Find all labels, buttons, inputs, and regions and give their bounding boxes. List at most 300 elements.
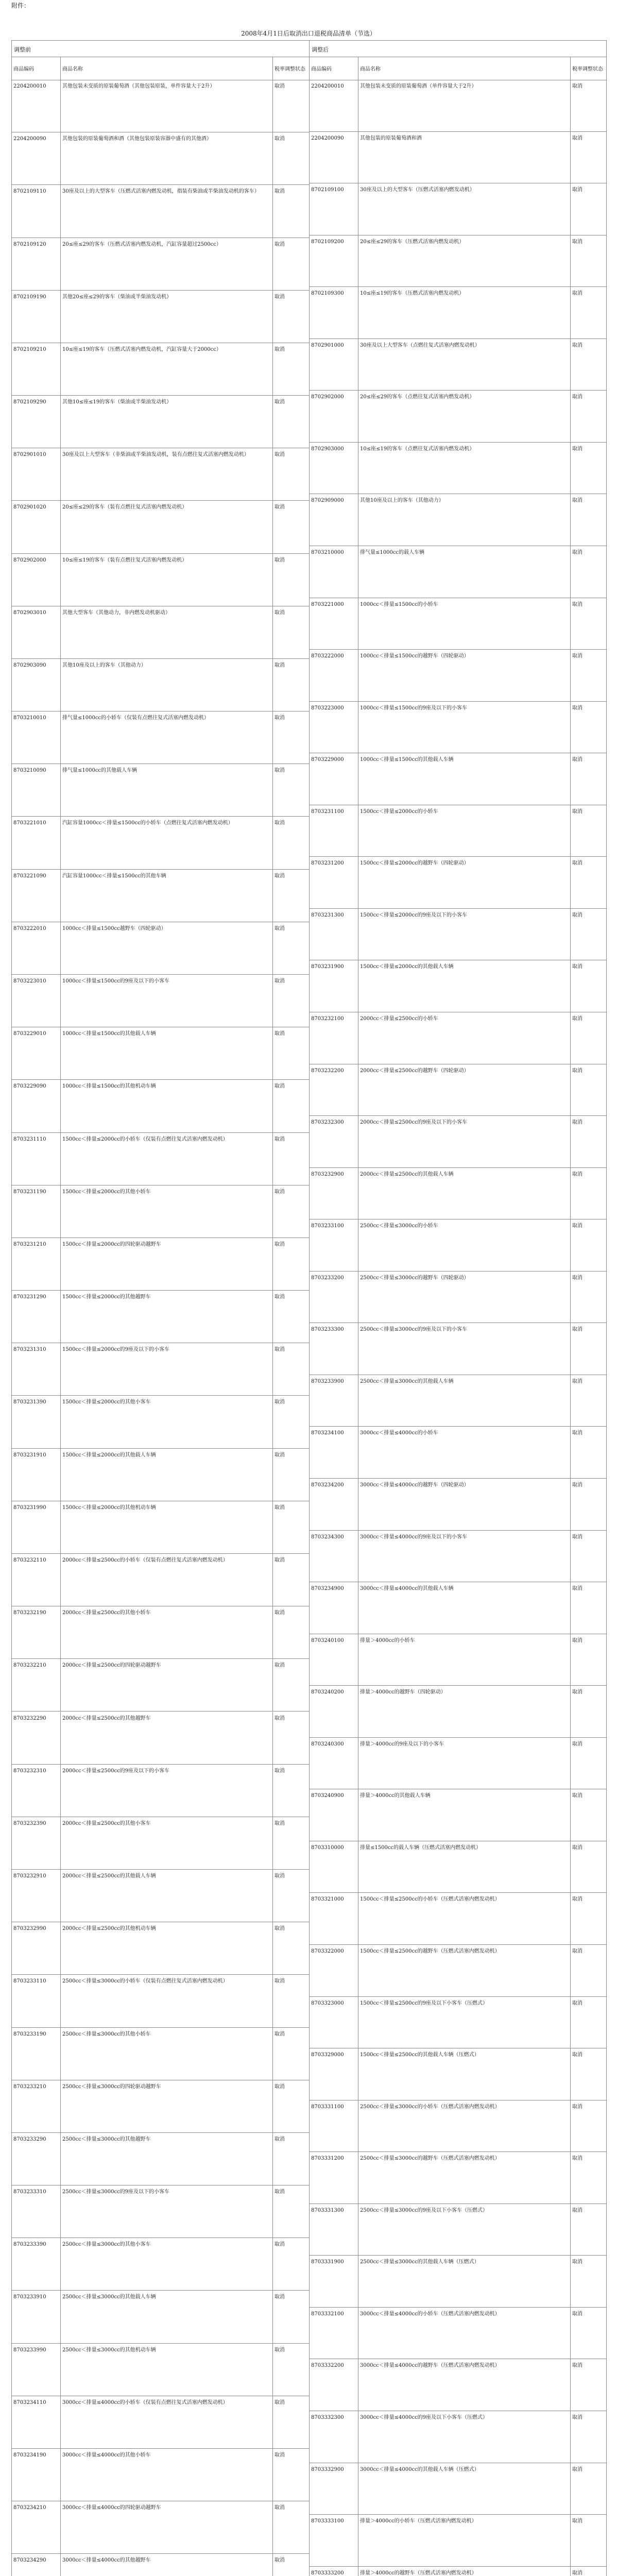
- row-name: 1500cc＜排量≤2000cc的其他载人车辆: [358, 960, 570, 1012]
- row-name: 其他10座及以上的客车（其他动力）: [358, 494, 570, 546]
- row-status: 取消: [272, 2133, 310, 2185]
- row-status: 取消: [272, 1922, 310, 1974]
- table-row: [310, 2567, 606, 2576]
- table-row: [12, 659, 309, 711]
- row-status: 取消: [272, 711, 310, 764]
- row-status: 取消: [570, 857, 606, 908]
- row-status: 取消: [570, 1893, 606, 1944]
- row-name: 1500cc＜排量≤2500cc的越野车（压燃式活塞内燃发动机）: [358, 1945, 570, 1996]
- row-name: 1500cc＜排量≤2000cc的小轿车（仅装有点燃往复式活塞内燃发动机）: [60, 1133, 272, 1185]
- row-status: 取消: [570, 2515, 606, 2566]
- row-code: 8703331900: [311, 2259, 344, 2265]
- row-name: 1000cc＜排量≤1500cc的9座及以下的小客车: [60, 975, 272, 1027]
- row-name: 排量＞4000cc的越野车（四轮驱动）: [358, 1686, 570, 1737]
- table-row: [310, 339, 606, 391]
- row-code: 8703223010: [13, 978, 46, 985]
- row-code: 8703332900: [311, 2466, 344, 2472]
- row-name: 1500cc＜排量≤2500cc的9座及以下小客车（压燃式）: [358, 1997, 570, 2048]
- row-name: 3000cc＜排量≤4000cc的越野车（压燃式活塞内燃发动机）: [358, 2359, 570, 2411]
- row-status: 取消: [570, 805, 606, 857]
- row-name: 2000cc＜排量≤2500cc的其他载人车辆: [358, 1168, 570, 1219]
- table-row: [310, 1841, 606, 1893]
- row-code: 8703333100: [311, 2518, 344, 2524]
- row-name: 3000cc＜排量≤4000cc的其他载人车辆: [358, 1582, 570, 1634]
- row-name: 2500cc＜排量≤3000cc的其他机动车辆: [60, 2344, 272, 2396]
- row-name: 2500cc＜排量≤3000cc的四轮驱动越野车: [60, 2080, 272, 2132]
- table-row: [12, 1080, 309, 1132]
- header-name: 商品名称: [358, 57, 570, 80]
- row-code: 8703233990: [13, 2347, 46, 2353]
- row-name: 10≤座≤19的客车（点燃往复式活塞内燃发动机）: [358, 443, 570, 494]
- row-code: 8703231290: [13, 1294, 46, 1300]
- table-row: [310, 1272, 606, 1324]
- row-code: 8703234900: [311, 1586, 344, 1592]
- table-row: [310, 2463, 606, 2515]
- table-row: [310, 1634, 606, 1686]
- row-code: 8703233290: [13, 2136, 46, 2142]
- table-row: [310, 443, 606, 495]
- row-name: 1000cc＜排量≤1500cc越野车（四轮驱动）: [60, 922, 272, 974]
- row-status: 取消: [272, 817, 310, 869]
- table-row: [12, 185, 309, 238]
- row-name: 2000cc＜排量≤2500cc的其他机动车辆: [60, 1922, 272, 1974]
- row-name: 排量≤1500cc的载人车辆（压燃式活塞内燃发动机）: [358, 1841, 570, 1893]
- table-row: [310, 183, 606, 235]
- row-code: 8702901020: [13, 504, 46, 511]
- row-status: 取消: [272, 2238, 310, 2290]
- row-name: 3000cc＜排量≤4000cc的小轿车（压燃式活塞内燃发动机）: [358, 2308, 570, 2359]
- row-code: 8703222000: [311, 653, 344, 659]
- row-status: 取消: [570, 2048, 606, 2100]
- row-status: 取消: [272, 2554, 310, 2576]
- row-name: 10≤座≤19的客车（装有点燃往复式活塞内燃发动机）: [60, 554, 272, 606]
- table-row: [310, 2204, 606, 2256]
- table-row: [310, 598, 606, 650]
- table-row: [12, 1922, 309, 1975]
- row-status: 取消: [570, 443, 606, 494]
- row-name: 其他10座及以上的客车（其他动力）: [60, 659, 272, 711]
- table-row: [12, 1133, 309, 1185]
- row-status: 取消: [272, 1133, 310, 1185]
- table-row: [12, 501, 309, 553]
- row-code: 8703322000: [311, 1948, 344, 1954]
- before-header-row: [12, 57, 309, 80]
- row-name: 2000cc＜排量≤2500cc的越野车（四轮驱动）: [358, 1064, 570, 1116]
- table-row: [310, 2100, 606, 2153]
- table-row: [310, 2152, 606, 2204]
- row-code: 8703231990: [13, 1504, 46, 1511]
- row-name: 20≤座≤29的客车（压燃式活塞内燃发动机）: [358, 235, 570, 287]
- row-code: 8703231910: [13, 1452, 46, 1458]
- row-name: 其他包装的原装葡萄酒和酒: [358, 132, 570, 183]
- row-name: 排量＞4000cc的小轿车: [358, 1634, 570, 1686]
- row-status: 取消: [272, 396, 310, 448]
- row-name: 1500cc＜排量≤2000cc的其他小客车: [60, 1396, 272, 1448]
- table-row: [12, 1659, 309, 1711]
- table-row: [12, 2554, 309, 2576]
- row-name: 30座及以上大型客车（非柴油或半柴油发动机，装有点燃往复式活塞内燃发动机）: [60, 448, 272, 500]
- row-code: 2204200010: [311, 83, 344, 89]
- table-row: [12, 396, 309, 448]
- table-row: [12, 1291, 309, 1343]
- row-code: 8703210010: [13, 715, 46, 721]
- row-code: 8703234190: [13, 2452, 46, 2458]
- row-status: 取消: [272, 1765, 310, 1817]
- row-name: 1500cc＜排量≤2000cc的其他机动车辆: [60, 1501, 272, 1553]
- row-code: 8703232300: [311, 1120, 344, 1126]
- table-row: [12, 817, 309, 869]
- row-code: 8703210000: [311, 550, 344, 555]
- row-status: 取消: [570, 235, 606, 287]
- row-status: 取消: [272, 1501, 310, 1553]
- table-row: [310, 391, 606, 443]
- row-code: 8702109210: [13, 346, 46, 352]
- row-status: 取消: [570, 702, 606, 753]
- row-name: 2000cc＜排量≤2500cc的小轿车（仅装有点燃往复式活塞内燃发动机）: [60, 1554, 272, 1606]
- row-name: 2500cc＜排量≤3000cc的越野车（四轮驱动）: [358, 1272, 570, 1323]
- row-code: 8703233190: [13, 2031, 46, 2037]
- row-status: 取消: [570, 2463, 606, 2515]
- row-name: 3000cc＜排量≤4000cc的越野车（四轮驱动）: [358, 1479, 570, 1530]
- row-status: 取消: [272, 1396, 310, 1448]
- row-code: 8703231300: [311, 912, 344, 918]
- row-code: 8703234210: [13, 2505, 46, 2511]
- row-code: 8703233910: [13, 2294, 46, 2300]
- attachment-label: 附件：: [11, 2, 30, 9]
- table-row: [310, 1582, 606, 1634]
- row-code: 8703232100: [311, 1016, 344, 1022]
- row-name: 1500cc＜排量≤2000cc的其他越野车: [60, 1291, 272, 1343]
- row-code: 8703231310: [13, 1347, 46, 1353]
- row-code: 8703232900: [311, 1171, 344, 1177]
- table-row: [12, 1238, 309, 1291]
- table-row: [12, 1765, 309, 1817]
- row-code: 2204200010: [13, 83, 46, 89]
- row-name: 30座及以上大型客车（点燃往复式活塞内燃发动机）: [358, 339, 570, 391]
- row-name: 1500cc＜排量≤2000cc的其他小轿车: [60, 1185, 272, 1238]
- table-row: [310, 1893, 606, 1945]
- row-status: 取消: [272, 764, 310, 816]
- table-row: [310, 235, 606, 287]
- table-row: [12, 1501, 309, 1554]
- row-name: 排气量≤1000cc的其他载人车辆: [60, 764, 272, 816]
- row-status: 取消: [272, 1659, 310, 1711]
- row-code: 8703232210: [13, 1663, 46, 1669]
- row-code: 8703232990: [13, 1926, 46, 1932]
- row-status: 取消: [272, 606, 310, 658]
- row-code: 8702902000: [311, 394, 344, 400]
- row-status: 取消: [272, 1238, 310, 1290]
- row-name: 2500cc＜排量≤3000cc的越野车（压燃式活塞内燃发动机）: [358, 2152, 570, 2204]
- table-row: [310, 2256, 606, 2308]
- row-name: 10≤座≤19的客车（压燃式活塞内燃发动机，汽缸容量大于2000cc）: [60, 343, 272, 395]
- row-code: 8702903010: [13, 609, 46, 616]
- row-name: 其他20≤座≤29的客车（柴油或半柴油发动机）: [60, 291, 272, 343]
- row-code: 8703231100: [311, 808, 344, 815]
- row-status: 取消: [570, 1219, 606, 1271]
- row-status: 取消: [272, 1185, 310, 1238]
- row-code: 8703232110: [13, 1557, 46, 1563]
- row-status: 取消: [272, 1027, 310, 1079]
- table-row: [12, 2238, 309, 2291]
- row-name: 1500cc＜排量≤2000cc的小轿车: [358, 805, 570, 857]
- row-name: 2000cc＜排量≤2500cc的其他载人车辆: [60, 1870, 272, 1922]
- row-status: 取消: [570, 546, 606, 598]
- row-code: 8703229090: [13, 1083, 46, 1090]
- after-header-row: [310, 57, 606, 80]
- row-code: 8703234100: [311, 1430, 344, 1436]
- table-row: [310, 857, 606, 909]
- row-code: 8703321000: [311, 1896, 344, 1903]
- table-row: [310, 1375, 606, 1427]
- row-code: 8703332300: [311, 2415, 344, 2420]
- table-row: [310, 1168, 606, 1220]
- table-row: [12, 343, 309, 396]
- row-status: 取消: [570, 1272, 606, 1323]
- row-status: 取消: [272, 185, 310, 237]
- row-code: 8703229000: [311, 757, 344, 763]
- table-row: [12, 2291, 309, 2343]
- row-status: 取消: [272, 2080, 310, 2132]
- table-row: [12, 975, 309, 1027]
- row-code: 8703231210: [13, 1241, 46, 1247]
- row-code: 8703232200: [311, 1067, 344, 1074]
- row-status: 取消: [272, 501, 310, 553]
- row-name: 1000cc＜排量≤1500cc的越野车（四轮驱动）: [358, 650, 570, 701]
- row-code: 8703240100: [311, 1637, 344, 1643]
- row-status: 取消: [570, 753, 606, 805]
- row-name: 2500cc＜排量≤3000cc的小轿车（压燃式活塞内燃发动机）: [358, 2100, 570, 2152]
- row-status: 取消: [272, 1606, 310, 1658]
- table-row: [310, 287, 606, 339]
- document-title: 2008年4月1日后取消出口退税商品清单（节选）: [241, 30, 376, 37]
- row-status: 取消: [570, 339, 606, 391]
- row-name: 排量＞4000cc的9座及以下的小客车: [358, 1738, 570, 1789]
- row-code: 8703331200: [311, 2156, 344, 2162]
- row-code: 8703221010: [13, 820, 46, 826]
- row-status: 取消: [570, 598, 606, 650]
- row-code: 8703233200: [311, 1275, 344, 1281]
- row-status: 取消: [272, 80, 310, 132]
- row-name: 3000cc＜排量≤4000cc的四轮驱动越野车: [60, 2501, 272, 2553]
- row-code: 8703233390: [13, 2242, 46, 2248]
- row-code: 8703233110: [13, 1978, 46, 1985]
- row-code: 8703234300: [311, 1534, 344, 1540]
- row-status: 取消: [570, 960, 606, 1012]
- table-row: [12, 2396, 309, 2449]
- row-code: 8702109120: [13, 241, 46, 247]
- row-code: 8703332200: [311, 2363, 344, 2369]
- table-row: [12, 1343, 309, 1396]
- header-status: 税率调整状态: [570, 57, 606, 80]
- row-code: 8702901010: [13, 452, 46, 458]
- row-name: 2500cc＜排量≤3000cc的小轿车: [358, 1219, 570, 1271]
- row-code: 8703240900: [311, 1793, 344, 1799]
- table-row: [310, 1479, 606, 1531]
- table-row: [12, 764, 309, 817]
- row-status: 取消: [570, 2256, 606, 2307]
- before-section: [12, 41, 310, 2576]
- row-status: 取消: [272, 2185, 310, 2238]
- row-name: 排量＞4000cc的小轿车（压燃式活塞内燃发动机）: [358, 2515, 570, 2566]
- row-name: 其他包装未变质的原装葡萄酒（其他包装原装，单件容量大于2升）: [60, 80, 272, 132]
- table-row: [310, 2515, 606, 2567]
- row-status: 取消: [570, 1945, 606, 1996]
- row-code: 8703332100: [311, 2311, 344, 2317]
- row-status: 取消: [570, 1582, 606, 1634]
- table-row: [310, 909, 606, 961]
- row-code: 8703233210: [13, 2083, 46, 2090]
- row-status: 取消: [570, 1997, 606, 2048]
- row-code: 8703231110: [13, 1136, 46, 1142]
- table-row: [310, 2308, 606, 2360]
- row-code: 8703232910: [13, 1873, 46, 1879]
- row-status: 取消: [272, 132, 310, 184]
- row-code: 8703221000: [311, 601, 344, 607]
- row-code: 8702109290: [13, 399, 46, 405]
- table-row: [310, 1323, 606, 1375]
- row-code: 8703231190: [13, 1189, 46, 1195]
- row-name: 1500cc＜排量≤2000cc的9座及以下的小客车: [60, 1343, 272, 1395]
- row-status: 取消: [570, 1323, 606, 1375]
- row-status: 取消: [570, 1686, 606, 1737]
- row-code: 8703232310: [13, 1768, 46, 1774]
- row-name: 2500cc＜排量≤3000cc的9座及以下的小客车: [60, 2185, 272, 2238]
- row-status: 取消: [272, 975, 310, 1027]
- row-status: 取消: [272, 1817, 310, 1869]
- after-group-label: 调整后: [310, 41, 606, 57]
- row-code: 8703229010: [13, 1031, 46, 1037]
- row-name: 1500cc＜排量≤2500cc的其他载人车辆（压燃式）: [358, 2048, 570, 2100]
- row-name: 2000cc＜排量≤2500cc的四轮驱动越野车: [60, 1659, 272, 1711]
- row-name: 2500cc＜排量≤3000cc的其他小轿车: [60, 2028, 272, 2080]
- row-status: 取消: [570, 1427, 606, 1478]
- table-row: [12, 1712, 309, 1765]
- row-name: 排量＞4000cc的越野车（压燃式活塞内燃发动机）: [358, 2567, 570, 2576]
- row-name: 2500cc＜排量≤3000cc的其他载人车辆: [358, 1375, 570, 1427]
- row-status: 取消: [570, 391, 606, 442]
- row-name: 20≤座≤29的客车（压燃式活塞内燃发动机，汽缸容量超过2500cc）: [60, 238, 272, 290]
- row-name: 排气量≤1000cc的小轿车（仅装有点燃往复式活塞内燃发动机）: [60, 711, 272, 764]
- table-row: [12, 1606, 309, 1659]
- row-status: 取消: [570, 1012, 606, 1064]
- row-status: 取消: [570, 1738, 606, 1789]
- row-status: 取消: [272, 1343, 310, 1395]
- after-section: [310, 41, 606, 2576]
- row-name: 1000cc＜排量≤1500cc的小轿车: [358, 598, 570, 650]
- row-name: 2000cc＜排量≤2500cc的其他小客车: [60, 1817, 272, 1869]
- table-row: [12, 1396, 309, 1448]
- table-row: [310, 1427, 606, 1479]
- row-status: 取消: [570, 494, 606, 546]
- row-status: 取消: [570, 909, 606, 960]
- row-name: 1500cc＜排量≤2000cc的其他载人车辆: [60, 1449, 272, 1501]
- row-status: 取消: [272, 1449, 310, 1501]
- row-name: 20≤座≤29的客车（点燃往复式活塞内燃发动机）: [358, 391, 570, 442]
- table-row: [12, 2344, 309, 2396]
- row-code: 8702109200: [311, 239, 344, 245]
- row-name: 2500cc＜排量≤3000cc的小轿车（仅装有点燃往复式活塞内燃发动机）: [60, 1975, 272, 2027]
- row-code: 8703231390: [13, 1399, 46, 1405]
- row-code: 8703231900: [311, 964, 344, 970]
- row-name: 其他包装未变质的原装葡萄酒（单件容量大于2升）: [358, 80, 570, 131]
- row-name: 1500cc＜排量≤2500cc的小轿车（压燃式活塞内燃发动机）: [358, 1893, 570, 1944]
- header-status: 税率调整状态: [272, 57, 310, 80]
- row-name: 1000cc＜排量≤1500cc的其他机动车辆: [60, 1080, 272, 1132]
- row-name: 10≤座≤19的客车（压燃式活塞内燃发动机）: [358, 287, 570, 338]
- table-row: [12, 870, 309, 922]
- row-name: 2500cc＜排量≤3000cc的其他小客车: [60, 2238, 272, 2290]
- row-name: 2500cc＜排量≤3000cc的其他载人车辆（压燃式）: [358, 2256, 570, 2307]
- table-row: [12, 554, 309, 606]
- table-row: [12, 2028, 309, 2080]
- row-status: 取消: [570, 2152, 606, 2204]
- row-name: 2000cc＜排量≤2500cc的其他越野车: [60, 1712, 272, 1764]
- table-row: [310, 702, 606, 754]
- row-name: 1500cc＜排量≤2000cc的四轮驱动越野车: [60, 1238, 272, 1290]
- row-name: 其他10≤座≤19的客车（柴油或半柴油发动机）: [60, 396, 272, 448]
- table-row: [310, 1738, 606, 1790]
- row-status: 取消: [570, 1479, 606, 1530]
- row-name: 3000cc＜排量≤4000cc的小轿车（仅装有点燃往复式活塞内燃发动机）: [60, 2396, 272, 2448]
- row-status: 取消: [272, 1870, 310, 1922]
- table-row: [12, 2449, 309, 2501]
- row-status: 取消: [570, 287, 606, 338]
- row-name: 1000cc＜排量≤1500cc的其他载人车辆: [60, 1027, 272, 1079]
- row-name: 2000cc＜排量≤2500cc的小轿车: [358, 1012, 570, 1064]
- row-name: 30座及以上的大型客车（压燃式活塞内燃发动机）: [358, 183, 570, 235]
- table-row: [310, 1945, 606, 1997]
- row-code: 8703333200: [311, 2570, 344, 2576]
- row-status: 取消: [272, 870, 310, 922]
- table-row: [310, 960, 606, 1012]
- row-name: 1000cc＜排量≤1500cc的9座及以下的小客车: [358, 702, 570, 753]
- table-row: [310, 753, 606, 805]
- row-code: 8703233300: [311, 1327, 344, 1333]
- table-row: [12, 1027, 309, 1080]
- table-row: [12, 291, 309, 343]
- header-code: 商品编码: [13, 66, 34, 72]
- row-name: 其他大型客车（其他动力，非内燃发动机驱动）: [60, 606, 272, 658]
- row-code: 8703210090: [13, 768, 46, 774]
- table-row: [12, 1975, 309, 2027]
- row-code: 8702109110: [13, 189, 46, 195]
- table-row: [310, 1789, 606, 1841]
- row-code: 8703223000: [311, 705, 344, 711]
- row-name: 20≤座≤29的客车（装有点燃往复式活塞内燃发动机）: [60, 501, 272, 553]
- header-name: 商品名称: [60, 57, 272, 80]
- row-name: 3000cc＜排量≤4000cc的其他载人车辆（压燃式）: [358, 2463, 570, 2515]
- table-row: [310, 1997, 606, 2049]
- table-row: [310, 1012, 606, 1064]
- table-row: [12, 1554, 309, 1606]
- table-row: [12, 448, 309, 501]
- row-status: 取消: [570, 2308, 606, 2359]
- row-status: 取消: [272, 1554, 310, 1606]
- row-status: 取消: [272, 2501, 310, 2553]
- row-status: 取消: [272, 2344, 310, 2396]
- row-status: 取消: [272, 1712, 310, 1764]
- table-row: [12, 2133, 309, 2185]
- row-code: 8703234110: [13, 2399, 46, 2405]
- row-name: 3000cc＜排量≤4000cc的其他小轿车: [60, 2449, 272, 2501]
- row-status: 取消: [570, 1841, 606, 1893]
- row-status: 取消: [570, 1531, 606, 1582]
- row-code: 8703240200: [311, 1689, 344, 1696]
- row-status: 取消: [570, 2359, 606, 2411]
- row-status: 取消: [272, 291, 310, 343]
- row-code: 8702109300: [311, 291, 344, 297]
